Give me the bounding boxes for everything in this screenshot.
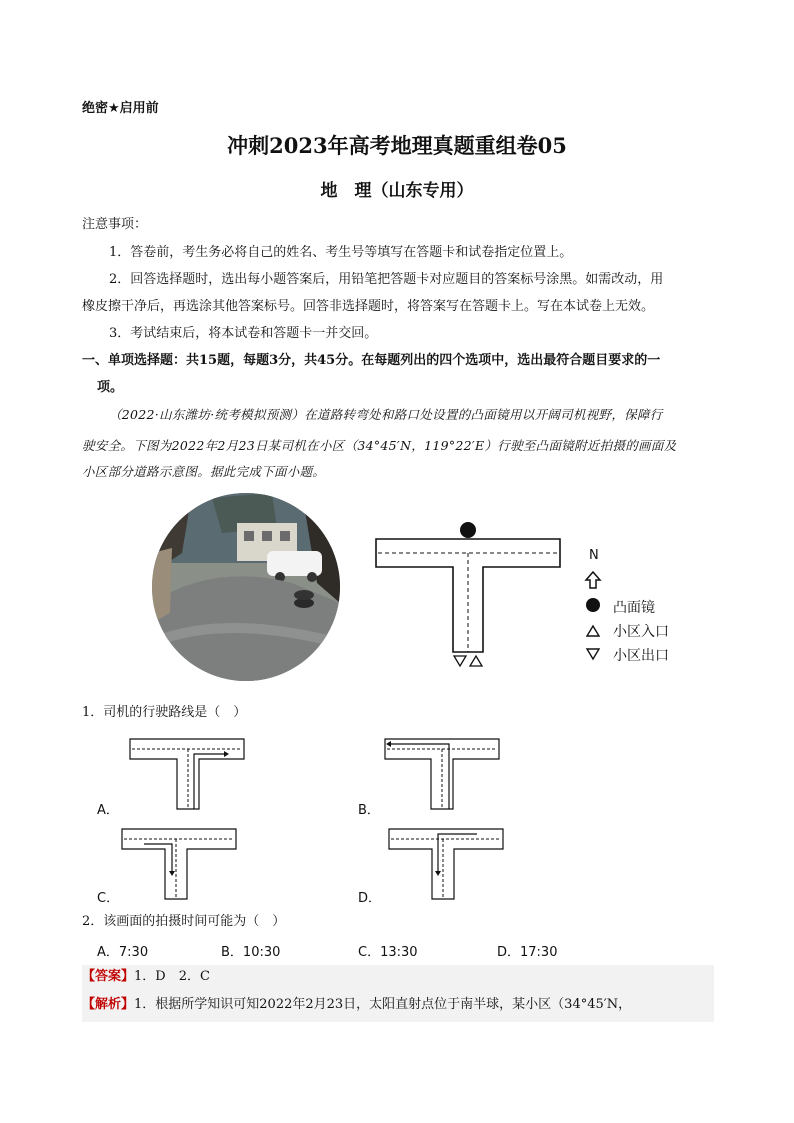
option-b-diagram[interactable]: [383, 737, 501, 811]
answer-tag: 【答案】: [82, 969, 135, 984]
choice-c[interactable]: C．13:30: [358, 945, 418, 960]
intro-text: 小区部分道路示意图。据此完成下面小题。: [82, 464, 326, 479]
analysis-tag: 【解析】: [82, 997, 135, 1012]
option-d-label[interactable]: D．: [358, 891, 382, 906]
analysis-line: [82, 996, 631, 1014]
legend-label-exit: 小区出口: [613, 648, 669, 664]
choice-a[interactable]: A．7:30: [97, 945, 149, 960]
intro-text: （2022·山东潍坊·统考模拟预测）在道路转弯处和路口处设置的凸面镜用以开阔司机视野，保障行: [109, 407, 663, 422]
choice-b[interactable]: B．10:30: [221, 945, 281, 960]
triangle-up-icon: [587, 626, 599, 636]
page-title: 冲刺2023年高考地理真题重组卷05: [227, 133, 567, 158]
option-d-diagram[interactable]: [387, 827, 505, 901]
question-2: 2．该画面的拍摄时间可能为（ ）: [82, 914, 286, 929]
choice-d[interactable]: D．17:30: [497, 945, 558, 960]
question-1: 1．司机的行驶路线是（ ）: [82, 705, 247, 720]
convex-mirror-photo: [152, 493, 340, 681]
filled-circle-icon: [586, 598, 600, 612]
intro-text: 驶安全。下图为2022年2月23日某司机在小区（34°45′N，119°22′E）行驶至凸面镜附近拍摄的画面及: [82, 438, 677, 453]
section-heading: 一、单项选择题：共15题，每题3分，共45分。在每题列出的四个选项中，选出最符合题目要求的一: [82, 353, 661, 368]
page-subtitle: 地 理（山东专用）: [320, 181, 474, 201]
answer-line: [82, 968, 210, 986]
option-c-diagram[interactable]: [120, 827, 238, 901]
convex-mirror-marker: [460, 522, 476, 538]
note-item-continued: 橡皮擦干净后，再选涂其他答案标号。回答非选择题时，将答案写在答题卡上。写在本试卷上无效。: [82, 299, 655, 314]
option-a-diagram[interactable]: [128, 737, 246, 811]
north-label: N: [589, 548, 599, 563]
triangle-down-icon: [587, 649, 599, 659]
north-arrow-icon: [586, 572, 600, 588]
confidential-label: 绝密★启用前: [82, 101, 159, 116]
note-item: 2．回答选择题时，选出每小题答案后，用铅笔把答题卡对应题目的答案标号涂黑。如需改动，用: [109, 272, 664, 287]
option-a-label[interactable]: A．: [97, 803, 119, 818]
exit-marker-icon: [454, 656, 466, 666]
entrance-marker-icon: [470, 656, 482, 666]
legend-label-mirror: 凸面镜: [613, 600, 655, 616]
note-item: 3．考试结束后，将本试卷和答题卡一并交回。: [109, 326, 378, 341]
option-b-label[interactable]: B．: [358, 803, 380, 818]
analysis-text: 1．根据所学知识可知2022年2月23日，太阳直射点位于南半球，某小区（34°45′N，: [134, 997, 632, 1012]
section-heading-continued: 项。: [97, 380, 124, 395]
note-item: 1．答卷前，考生务必将自己的姓名、考生号等填写在答题卡和试卷指定位置上。: [109, 245, 573, 260]
option-c-label[interactable]: C．: [97, 891, 120, 906]
answer-text: 1．D 2．C: [134, 969, 210, 984]
notes-heading: 注意事项：: [82, 217, 148, 232]
legend-label-entrance: 小区入口: [613, 624, 669, 640]
